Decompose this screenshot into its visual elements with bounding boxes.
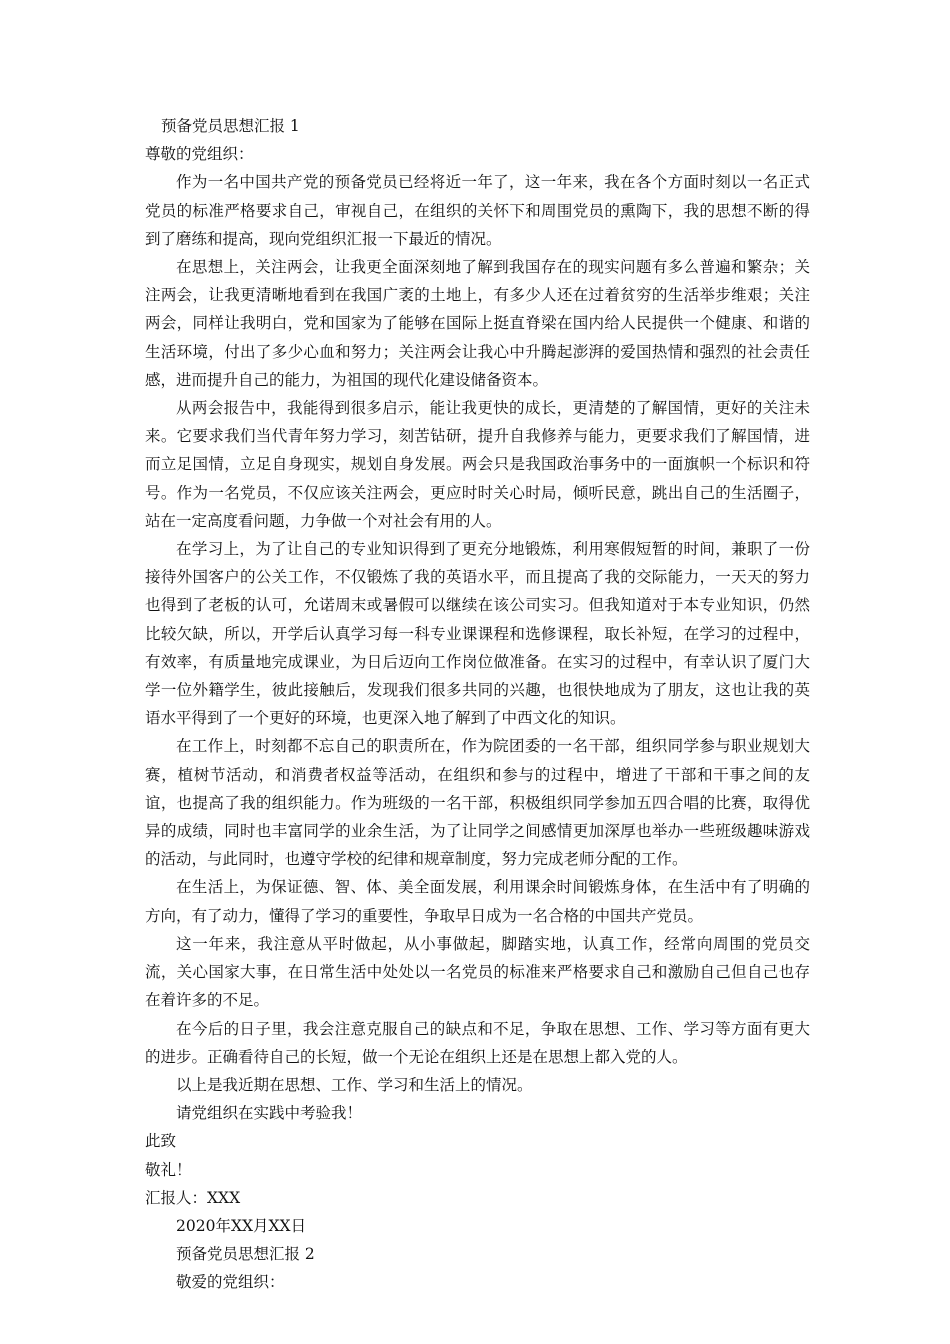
- paragraph-request: 请党组织在实践中考验我！: [176, 1104, 363, 1123]
- paragraph-intro: 作为一名中国共产党的预备党员已经将近一年了，这一年来，我在各个方面时刻以一名正式党员的标准严格要求自己，审视自己，在组织的关怀下和周围党员的熏陶下，我的思想不断的得到了磨练和提高，现向党组织汇报一下最近的情况。: [145, 173, 810, 248]
- document-title-2: 预备党员思想汇报 2: [176, 1245, 315, 1264]
- paragraph-future: 在今后的日子里，我会注意克服自己的缺点和不足，争取在思想、工作、学习等方面有更大的进步。正确看待自己的长短，做一个无论在组织上还是在思想上都入党的人。: [145, 1019, 810, 1066]
- paragraph-study: 在学习上，为了让自己的专业知识得到了更充分地锻炼，利用寒假短暂的时间，兼职了一份接待外国客户的公关工作，不仅锻炼了我的英语水平，而且提高了我的交际能力，一天天的努力也得到了老板的认可，允诺周末或暑假可以继续在该公司实习。但我知道对于本专业知识，仍然比较欠缺，所以，开学后认真学习每一科专业课课程和选修课程，取长补短，在学习的过程中，有效率，有质量地完成课业，为日后迈向工作岗位做准备。在实习的过程中，有幸认识了厦门大学一位外籍学生，彼此接触后，发现我们很多共同的兴趣，也很快地成为了朋友，这也让我的英语水平得到了一个更好的环境，也更深入地了解到了中西文化的知识。: [145, 540, 810, 728]
- paragraph-thought: 在思想上，关注两会，让我更全面深刻地了解到我国存在的现实问题有多么普遍和繁杂；关注两会，让我更清晰地看到在我国广袤的土地上，有多少人还在过着贫穷的生活举步维艰；关注两会，同样让我明白，党和国家为了能够在国际上挺直脊梁在国内给人民提供一个健康、和谐的生活环境，付出了多少心血和努力；关注两会让我心中升腾起澎湃的爱国热情和强烈的社会责任感，进而提升自己的能力，为祖国的现代化建设储备资本。: [145, 258, 810, 389]
- reporter-signature: 汇报人：XXX: [145, 1188, 241, 1207]
- paragraph-year-review: 这一年来，我注意从平时做起，从小事做起，脚踏实地，认真工作，经常向周围的党员交流，关心国家大事，在日常生活中处处以一名党员的标准来严格要求自己和激励自己但自己也存在着许多的不足。: [145, 934, 810, 1010]
- closing-jingli: 敬礼！: [145, 1160, 192, 1179]
- paragraph-summary: 以上是我近期在思想、工作、学习和生活上的情况。: [176, 1075, 533, 1094]
- document-page: [145, 112, 810, 1297]
- paragraph-life: 在生活上，为保证德、智、体、美全面发展，利用课余时间锻炼身体，在生活中有了明确的方向，有了动力，懂得了学习的重要性，争取早日成为一名合格的中国共产党员。: [145, 878, 810, 925]
- paragraph-work: 在工作上，时刻都不忘自己的职责所在，作为院团委的一名干部，组织同学参与职业规划大赛，植树节活动，和消费者权益等活动，在组织和参与的过程中，增进了干部和干事之间的友谊，也提高了我的组织能力。作为班级的一名干部，积极组织同学参加五四合唱的比赛，取得优异的成绩，同时也丰富同学的业余生活，为了让同学之间感情更加深厚也举办一些班级趣味游戏的活动，与此同时，也遵守学校的纪律和规章制度，努力完成老师分配的工作。: [145, 737, 810, 869]
- salutation: 尊敬的党组织：: [145, 145, 254, 164]
- report-date: 2020年XX月XX日: [176, 1216, 307, 1235]
- document-title: 预备党员思想汇报 1: [161, 117, 300, 135]
- paragraph-two-sessions: 从两会报告中，我能得到很多启示，能让我更快的成长，更清楚的了解国情，更好的关注未来。它要求我们当代青年努力学习，刻苦钻研，提升自我修养与能力，更要求我们了解国情，进而立足国情，立足自身现实，规划自身发展。两会只是我国政治事务中的一面旗帜一个标识和符号。作为一名党员，不仅应该关注两会，更应时时关心时局，倾听民意，跳出自己的生活圈子，站在一定高度看问题，力争做一个对社会有用的人。: [145, 399, 810, 530]
- salutation-2: 敬爱的党组织：: [176, 1273, 285, 1292]
- closing-cizhi: 此致: [145, 1132, 177, 1151]
